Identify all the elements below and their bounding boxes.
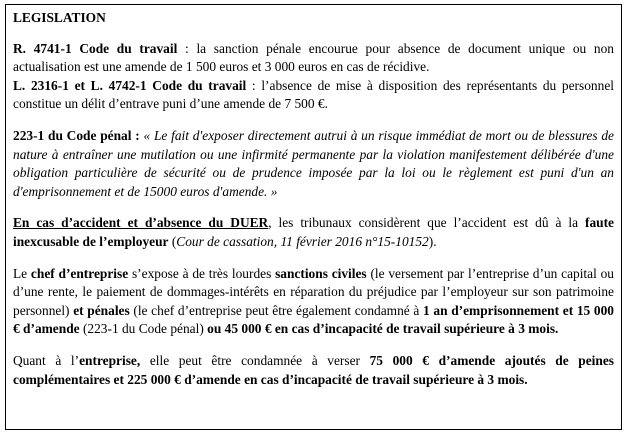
paragraph-text: (le chef d’entreprise peut être également condamné à (129, 302, 424, 318)
bold-text: entreprise, (79, 352, 141, 368)
paragraph-text: : l’absence de mise à disposition des représentants du personnel constitue un délit d’entrave puni d’une amende de 7 500 €. (13, 77, 614, 112)
quoted-article: « Le fait d'exposer directement autrui à un risque immédiat de mort ou de blessures de nature à entraîner une mutilation ou une infirmité permanente par la violation manifestement délibérée d'une obligation particulière de sécurité ou de prudence imposée par la loi ou le règlement est puni d'un an d'emprisonnement et de 15000 euros d'amende. » (13, 127, 614, 199)
legal-reference: R. 4741-1 Code du travail (13, 40, 178, 56)
section-title: LEGISLATION (13, 10, 106, 25)
paragraph-text: ( (168, 233, 177, 249)
paragraph-text: Quant à l’ (13, 352, 80, 368)
faute-inexcusable: faute inexcusable de l’employeur (13, 215, 614, 249)
paragraph-text: ). (428, 233, 437, 249)
legal-reference: 223-1 du Code pénal : (13, 127, 140, 143)
bold-text: 75 000 € d’amende ajoutés de peines complémentaires et 225 000 € d’amende en cas d’incapacité de travail supérieure à 3 mois. (13, 352, 615, 387)
court-citation: Cour de cassation, 11 février 2016 n°15-10152 (176, 233, 429, 249)
bold-text: sanctions civiles (275, 265, 367, 281)
paragraph-text: : la sanction pénale encourue pour absence de document unique ou non actualisation est une amende de 1 500 euros et 3 000 euros en cas de récidive. (13, 40, 614, 75)
paragraph-text: (le versement par l’entreprise d’un capital ou d’une rente, le paiement de dommages-intérêts en réparation du préjudice par l’employeur sur son patrimoine personnel) (13, 265, 614, 318)
paragraph-code-penal (13, 127, 614, 201)
paragraph-chef-entreprise (13, 265, 614, 339)
bold-text: 1 an d’emprisonnement et 15 000 € d’amende (13, 302, 614, 337)
bold-text: et pénales (73, 302, 130, 318)
paragraph-entreprise (13, 352, 614, 389)
paragraph-l2316 (13, 77, 614, 114)
legal-reference: L. 2316-1 et L. 4742-1 Code du travail (13, 77, 247, 93)
paragraph-text: (223-1 du Code pénal) (79, 321, 208, 337)
paragraph-text: elle peut être condamnée à verser (140, 352, 370, 368)
legislation-box (5, 4, 622, 430)
paragraph-text: , les tribunaux considèrent que l’accident est dû à la (268, 215, 585, 231)
paragraph-text: s’expose à de très lourdes (128, 265, 276, 281)
paragraph-accident (13, 214, 614, 251)
bold-text: chef d’entreprise (30, 265, 129, 281)
bold-text: ou 45 000 € en cas d’incapacité de travail supérieure à 3 mois. (207, 321, 559, 337)
accident-lead: En cas d’accident et d’absence du DUER (13, 215, 269, 231)
paragraph-text: Le (13, 265, 31, 281)
paragraph-r4741 (13, 40, 614, 77)
